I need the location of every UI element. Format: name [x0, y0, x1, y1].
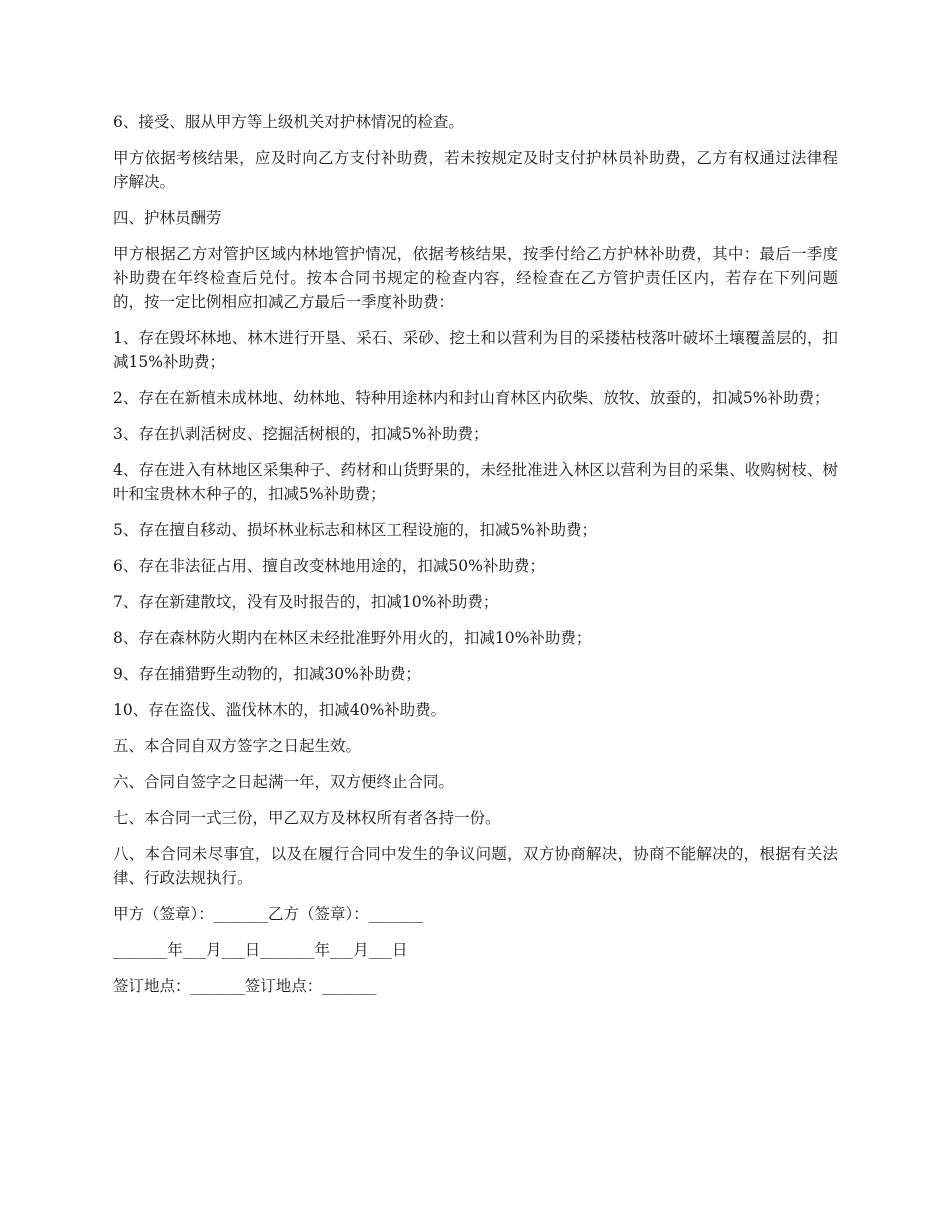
section-4-heading: 四、护林员酬劳: [113, 209, 222, 227]
compensation-paragraph: 甲方根据乙方对管护区域内林地管护情况，依据考核结果，按季付给乙方护林补助费，其中：最后一季度补助费在年终检查后兑付。按本合同书规定的检查内容，经检查在乙方管护责任区内，若存在下列问题的，按一定比例相应扣减乙方最后一季度补助费：: [113, 245, 838, 311]
deduction-item-9: 9、存在捕猎野生动物的，扣减30%补助费；: [113, 665, 421, 683]
deduction-item-5: 5、存在擅自移动、损坏林业标志和林区工程设施的，扣减5%补助费；: [113, 521, 597, 539]
deduction-item-1: 1、存在毁坏林地、林木进行开垦、采石、采砂、挖土和以营利为目的采搂枯枝落叶破坏土壤覆盖层的，扣减15%补助费；: [113, 329, 838, 371]
deduction-item-10: 10、存在盗伐、滥伐林木的，扣减40%补助费。: [113, 701, 447, 719]
document-page: [113, 110, 838, 1010]
deduction-item-4: 4、存在进入有林地区采集种子、药材和山货野果的，未经批准进入林区以营利为目的采集、收购树枝、树叶和宝贵林木种子的，扣减5%补助费；: [113, 461, 838, 503]
deduction-item-6: 6、存在非法征占用、擅自改变林地用途的，扣减50%补助费；: [113, 557, 545, 575]
section-6-term: 六、合同自签字之日起满一年，双方便终止合同。: [113, 773, 455, 791]
deduction-item-2: 2、存在在新植未成林地、幼林地、特种用途林内和封山育林区内砍柴、放牧、放蚕的，扣减5%补助费；: [113, 389, 830, 407]
deduction-item-7: 7、存在新建散坟，没有及时报告的，扣减10%补助费；: [113, 593, 499, 611]
date-line: _______年___月___日_______年___月___日: [113, 941, 408, 959]
signing-location-line: 签订地点：_______签订地点：_______: [113, 977, 377, 995]
deduction-item-3: 3、存在扒剥活树皮、挖掘活树根的，扣减5%补助费；: [113, 425, 489, 443]
section-5-effective: 五、本合同自双方签字之日起生效。: [113, 737, 362, 755]
section-7-copies: 七、本合同一式三份，甲乙双方及林权所有者各持一份。: [113, 809, 501, 827]
deduction-item-8: 8、存在森林防火期内在林区未经批准野外用火的，扣减10%补助费；: [113, 629, 592, 647]
payment-obligation-paragraph: 甲方依据考核结果，应及时向乙方支付补助费，若未按规定及时支付护林员补助费，乙方有权通过法律程序解决。: [113, 149, 838, 191]
clause-6-inspection: 6、接受、服从甲方等上级机关对护林情况的检查。: [113, 113, 464, 131]
section-8-disputes: 八、本合同未尽事宜，以及在履行合同中发生的争议问题，双方协商解决，协商不能解决的，根据有关法律、行政法规执行。: [113, 845, 838, 887]
signature-line: 甲方（签章）：_______乙方（签章）：_______: [113, 905, 424, 923]
